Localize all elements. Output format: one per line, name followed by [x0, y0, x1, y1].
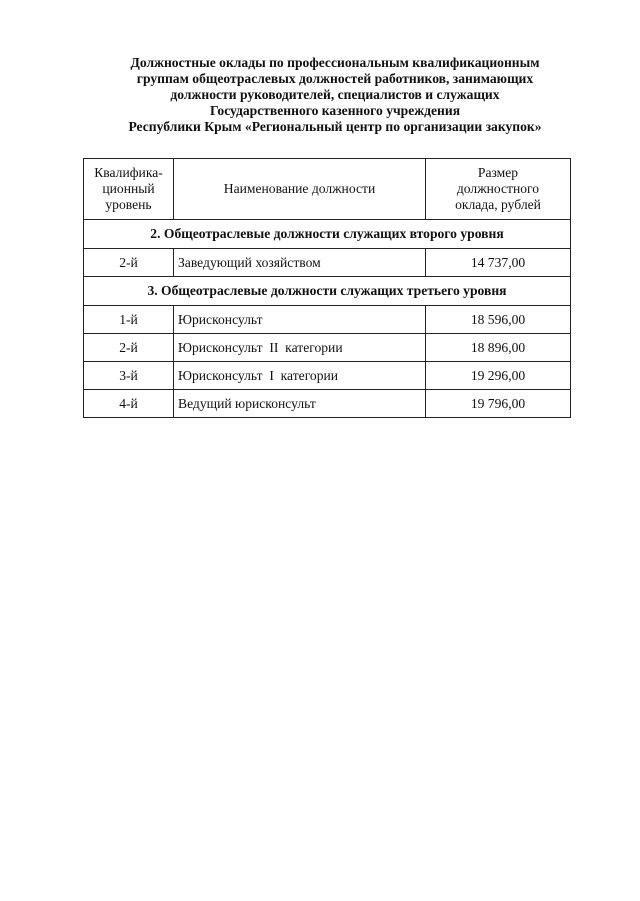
table-row	[84, 306, 571, 334]
table-row	[84, 334, 571, 362]
cell-position: Юрисконсульт I категории	[174, 362, 426, 390]
header-salary-amount	[426, 159, 571, 220]
header-text-line: ционный	[102, 181, 155, 196]
cell-level: 1-й	[84, 306, 174, 334]
cell-salary: 14 737,00	[426, 249, 571, 277]
title-line: группам общеотраслевых должностей работников, занимающих	[136, 71, 534, 86]
cell-salary: 19 796,00	[426, 390, 571, 418]
section-title: 2. Общеотраслевые должности служащих второго уровня	[84, 220, 571, 249]
cell-level: 4-й	[84, 390, 174, 418]
header-position-name: Наименование должности	[174, 159, 426, 220]
header-text-line: Размер	[477, 165, 519, 180]
cell-level: 3-й	[84, 362, 174, 390]
table-header-row	[84, 159, 571, 220]
document-title	[100, 55, 570, 135]
cell-level: 2-й	[84, 334, 174, 362]
salary-table	[83, 158, 571, 418]
title-line: Республики Крым «Региональный центр по организации закупок»	[128, 119, 542, 134]
title-line: Должностные оклады по профессиональным квалификационным	[130, 55, 540, 70]
cell-position: Заведующий хозяйством	[174, 249, 426, 277]
header-text-line: уровень	[105, 197, 152, 212]
table-row	[84, 249, 571, 277]
section-row	[84, 277, 571, 306]
cell-salary: 18 896,00	[426, 334, 571, 362]
title-line: Государственного казенного учреждения	[209, 103, 461, 118]
cell-position: Юрисконсульт II категории	[174, 334, 426, 362]
section-title: 3. Общеотраслевые должности служащих третьего уровня	[84, 277, 571, 306]
table-row	[84, 362, 571, 390]
cell-level: 2-й	[84, 249, 174, 277]
title-line: должности руководителей, специалистов и служащих	[170, 87, 500, 102]
cell-position: Ведущий юрисконсульт	[174, 390, 426, 418]
table-row	[84, 390, 571, 418]
header-text-line: оклада, рублей	[455, 197, 541, 212]
cell-salary: 19 296,00	[426, 362, 571, 390]
header-text-line: Квалифика-	[94, 165, 163, 180]
header-text-line: должностного	[456, 181, 540, 196]
section-row	[84, 220, 571, 249]
header-qualification-level	[84, 159, 174, 220]
cell-salary: 18 596,00	[426, 306, 571, 334]
cell-position: Юрисконсульт	[174, 306, 426, 334]
